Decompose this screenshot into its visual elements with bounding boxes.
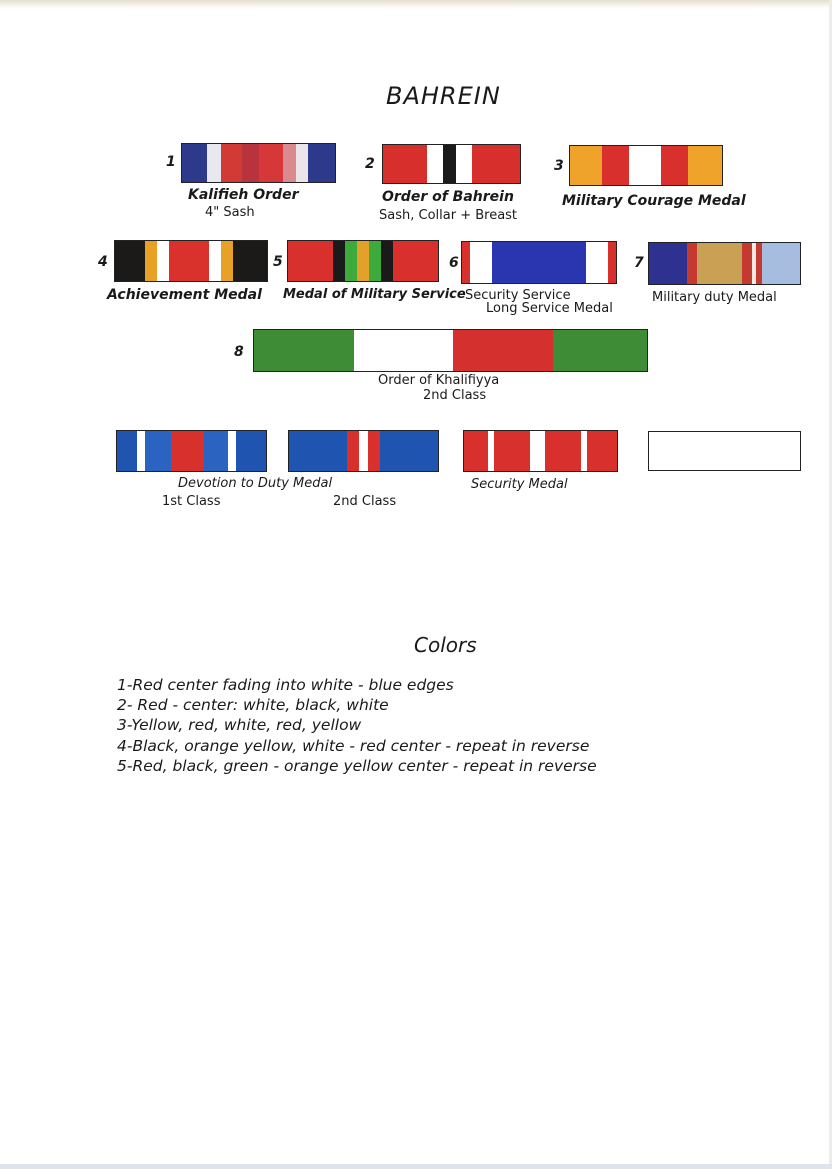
ribbon-stripe bbox=[308, 144, 335, 182]
ribbon-stripe bbox=[649, 432, 800, 470]
ribbon-stripe bbox=[383, 145, 427, 183]
ribbon-stripe bbox=[347, 431, 359, 471]
color-line-4: 4-Black, orange yellow, white - red center - repeat in reverse bbox=[117, 737, 590, 755]
ribbon-stripe bbox=[453, 330, 553, 371]
devotion-2nd-ribbon bbox=[288, 430, 439, 472]
ribbon-stripe bbox=[742, 243, 752, 284]
ribbon-stripe bbox=[587, 431, 617, 471]
ribbon-stripe bbox=[629, 146, 661, 185]
medal-6-name: Security Service bbox=[465, 288, 571, 303]
ribbon-stripe bbox=[242, 144, 259, 182]
ribbon-stripe bbox=[354, 330, 452, 371]
security-medal-name: Security Medal bbox=[471, 477, 568, 492]
ribbon-stripe bbox=[494, 431, 530, 471]
ribbon-stripe bbox=[553, 330, 647, 371]
medal-6-ribbon bbox=[461, 241, 617, 284]
ribbon-stripe bbox=[697, 243, 743, 284]
ribbon-stripe bbox=[570, 146, 602, 185]
color-line-2: 2- Red - center: white, black, white bbox=[117, 696, 389, 714]
ribbon-stripe bbox=[427, 145, 443, 183]
ribbon-stripe bbox=[462, 242, 470, 283]
ribbon-stripe bbox=[456, 145, 472, 183]
medal-1-ribbon bbox=[181, 143, 336, 183]
ribbon-stripe bbox=[464, 431, 488, 471]
medal-3-ribbon bbox=[569, 145, 723, 186]
ribbon-stripe bbox=[145, 241, 157, 281]
ribbon-stripe bbox=[359, 431, 369, 471]
ribbon-stripe bbox=[137, 431, 145, 471]
ribbon-stripe bbox=[233, 241, 267, 281]
medal-7-number: 7 bbox=[634, 255, 644, 271]
medal-7-ribbon bbox=[648, 242, 801, 285]
ribbon-stripe bbox=[687, 243, 697, 284]
ribbon-stripe bbox=[145, 431, 171, 471]
medal-7-name: Military duty Medal bbox=[652, 290, 777, 305]
medal-8-number: 8 bbox=[234, 344, 244, 360]
ribbon-stripe bbox=[169, 241, 209, 281]
ribbon-stripe bbox=[345, 241, 357, 281]
ribbon-stripe bbox=[209, 241, 221, 281]
ribbon-stripe bbox=[380, 431, 438, 471]
medal-1-note: 4" Sash bbox=[205, 205, 255, 220]
ribbon-stripe bbox=[221, 144, 242, 182]
medal-8-ribbon bbox=[253, 329, 648, 372]
medal-8-name: Order of Khalifiyya bbox=[378, 373, 500, 388]
ribbon-stripe bbox=[357, 241, 369, 281]
medal-5-ribbon bbox=[287, 240, 439, 282]
ribbon-stripe bbox=[649, 243, 687, 284]
ribbon-stripe bbox=[586, 242, 608, 283]
medal-4-number: 4 bbox=[98, 254, 108, 270]
blank-ribbon bbox=[648, 431, 801, 471]
medal-2-number: 2 bbox=[365, 156, 375, 172]
ribbon-stripe bbox=[393, 241, 438, 281]
colors-heading: Colors bbox=[414, 633, 477, 657]
devotion-name: Devotion to Duty Medal bbox=[178, 476, 333, 491]
ribbon-stripe bbox=[171, 431, 203, 471]
ribbon-stripe bbox=[228, 431, 236, 471]
medal-3-name: Military Courage Medal bbox=[562, 193, 746, 209]
ribbon-stripe bbox=[530, 431, 546, 471]
ribbon-stripe bbox=[207, 144, 221, 182]
color-line-1: 1-Red center fading into white - blue edges bbox=[117, 676, 454, 694]
ribbon-stripe bbox=[368, 431, 380, 471]
ribbon-stripe bbox=[296, 144, 308, 182]
medal-5-number: 5 bbox=[273, 254, 283, 270]
medal-3-number: 3 bbox=[554, 158, 564, 174]
ribbon-stripe bbox=[204, 431, 228, 471]
ribbon-stripe bbox=[117, 431, 137, 471]
color-line-5: 5-Red, black, green - orange yellow center - repeat in reverse bbox=[117, 757, 597, 775]
medal-2-name: Order of Bahrein bbox=[382, 189, 514, 205]
medal-8-note: 2nd Class bbox=[423, 388, 487, 403]
medal-2-ribbon bbox=[382, 144, 521, 184]
ribbon-stripe bbox=[288, 241, 333, 281]
ribbon-stripe bbox=[545, 431, 581, 471]
ribbon-stripe bbox=[157, 241, 169, 281]
ribbon-stripe bbox=[259, 144, 282, 182]
ribbon-stripe bbox=[688, 146, 722, 185]
medal-2-note: Sash, Collar + Breast bbox=[379, 208, 518, 223]
security-medal-ribbon bbox=[463, 430, 618, 472]
ribbon-stripe bbox=[602, 146, 630, 185]
ribbon-stripe bbox=[381, 241, 393, 281]
ribbon-stripe bbox=[182, 144, 207, 182]
ribbon-stripe bbox=[470, 242, 492, 283]
devotion-1st-class: 1st Class bbox=[162, 494, 221, 509]
ribbon-stripe bbox=[221, 241, 233, 281]
ribbon-stripe bbox=[762, 243, 800, 284]
paper-top-edge bbox=[0, 0, 832, 8]
medal-1-name: Kalifieh Order bbox=[188, 187, 299, 203]
devotion-1st-ribbon bbox=[116, 430, 267, 472]
medal-5-name: Medal of Military Service bbox=[283, 287, 466, 302]
medal-4-name: Achievement Medal bbox=[107, 287, 262, 303]
ribbon-stripe bbox=[472, 145, 520, 183]
medal-1-number: 1 bbox=[166, 154, 176, 170]
paper-bottom-edge bbox=[0, 1164, 832, 1169]
page-title: BAHREIN bbox=[386, 82, 501, 110]
ribbon-stripe bbox=[443, 145, 456, 183]
ribbon-stripe bbox=[254, 330, 354, 371]
ribbon-stripe bbox=[289, 431, 347, 471]
ribbon-stripe bbox=[661, 146, 689, 185]
ribbon-stripe bbox=[608, 242, 616, 283]
devotion-2nd-class: 2nd Class bbox=[333, 494, 397, 509]
color-line-3: 3-Yellow, red, white, red, yellow bbox=[117, 716, 362, 734]
medal-6-number: 6 bbox=[449, 255, 459, 271]
ribbon-stripe bbox=[369, 241, 381, 281]
ribbon-stripe bbox=[236, 431, 266, 471]
medal-4-ribbon bbox=[114, 240, 268, 282]
medal-6-note: Long Service Medal bbox=[486, 301, 613, 316]
ribbon-stripe bbox=[283, 144, 297, 182]
ribbon-stripe bbox=[492, 242, 586, 283]
ribbon-stripe bbox=[333, 241, 345, 281]
ribbon-stripe bbox=[115, 241, 145, 281]
